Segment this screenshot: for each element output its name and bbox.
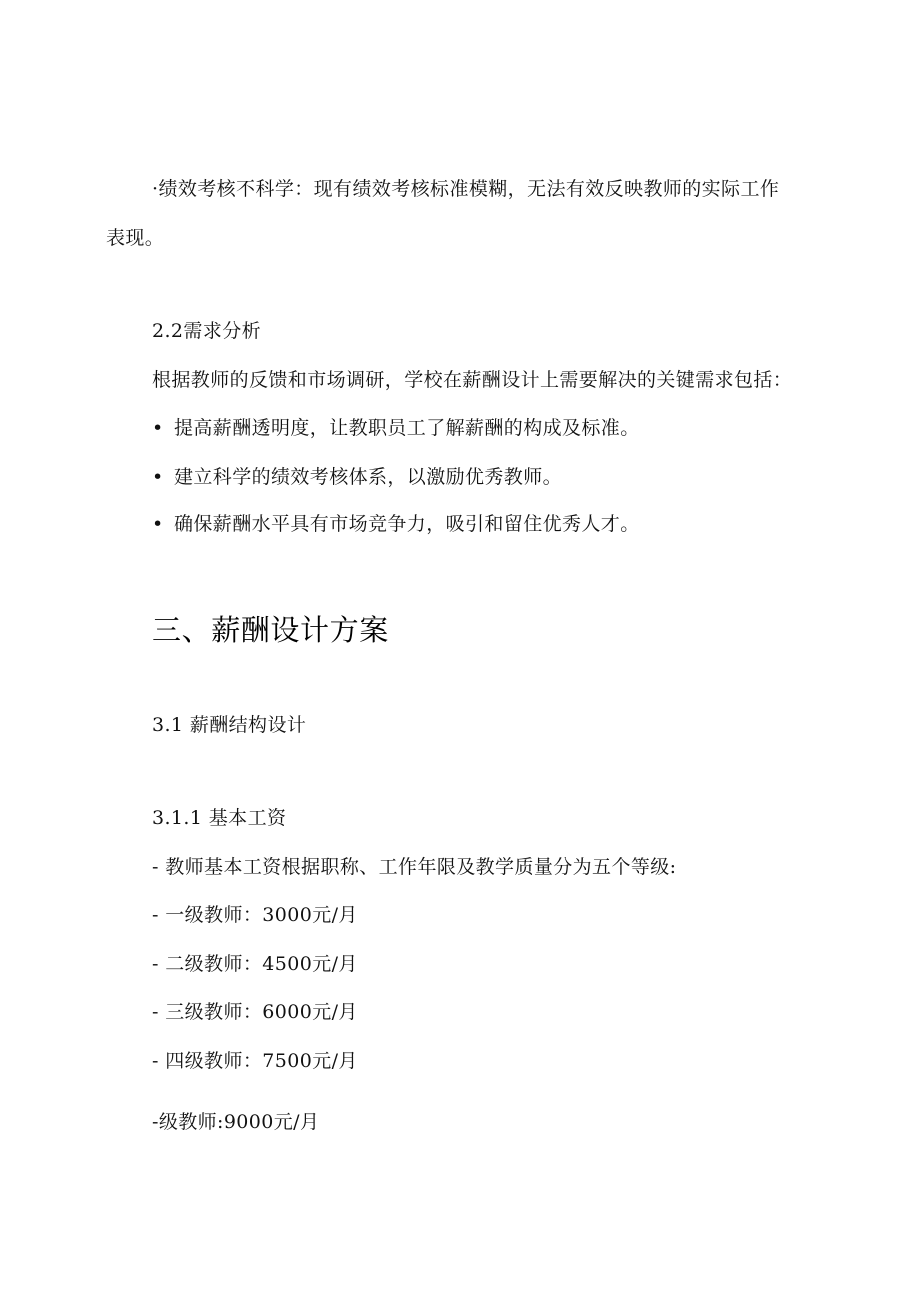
- salary-level-item: - 三级教师：6000元/月: [152, 1001, 358, 1023]
- issue-item-line-1: ·绩效考核不科学：现有绩效考核标准模糊，无法有效反映教师的实际工作: [152, 178, 780, 200]
- section-2-2-intro: 根据教师的反馈和市场调研，学校在薪酬设计上需要解决的关键需求包括：: [152, 369, 793, 391]
- salary-intro: - 教师基本工资根据职称、工作年限及教学质量分为五个等级:: [152, 856, 677, 878]
- list-item: [152, 465, 562, 489]
- section-3-1-1-title: 3.1.1 基本工资: [152, 807, 287, 829]
- section-3-title: 三、薪酬设计方案: [152, 613, 389, 647]
- salary-level-item: - 二级教师：4500元/月: [152, 953, 358, 975]
- salary-level-item: -级教师:9000元/月: [152, 1111, 320, 1133]
- section-2-2-title: 2.2需求分析: [152, 320, 262, 342]
- list-item-text: 提高薪酬透明度，让教职员工了解薪酬的构成及标准。: [174, 417, 640, 439]
- bullet-icon: •: [152, 466, 164, 488]
- section-3-1-title: 3.1 薪酬结构设计: [152, 714, 307, 736]
- list-item: [152, 512, 640, 536]
- salary-level-item: - 四级教师：7500元/月: [152, 1050, 358, 1072]
- bullet-icon: •: [152, 513, 164, 535]
- salary-level-item: - 一级教师：3000元/月: [152, 904, 358, 926]
- list-item-text: 建立科学的绩效考核体系，以激励优秀教师。: [174, 466, 563, 488]
- list-item-text: 确保薪酬水平具有市场竞争力，吸引和留住优秀人才。: [174, 513, 640, 535]
- list-item: [152, 416, 640, 440]
- bullet-icon: •: [152, 417, 164, 439]
- issue-item-line-2: 表现。: [106, 227, 165, 249]
